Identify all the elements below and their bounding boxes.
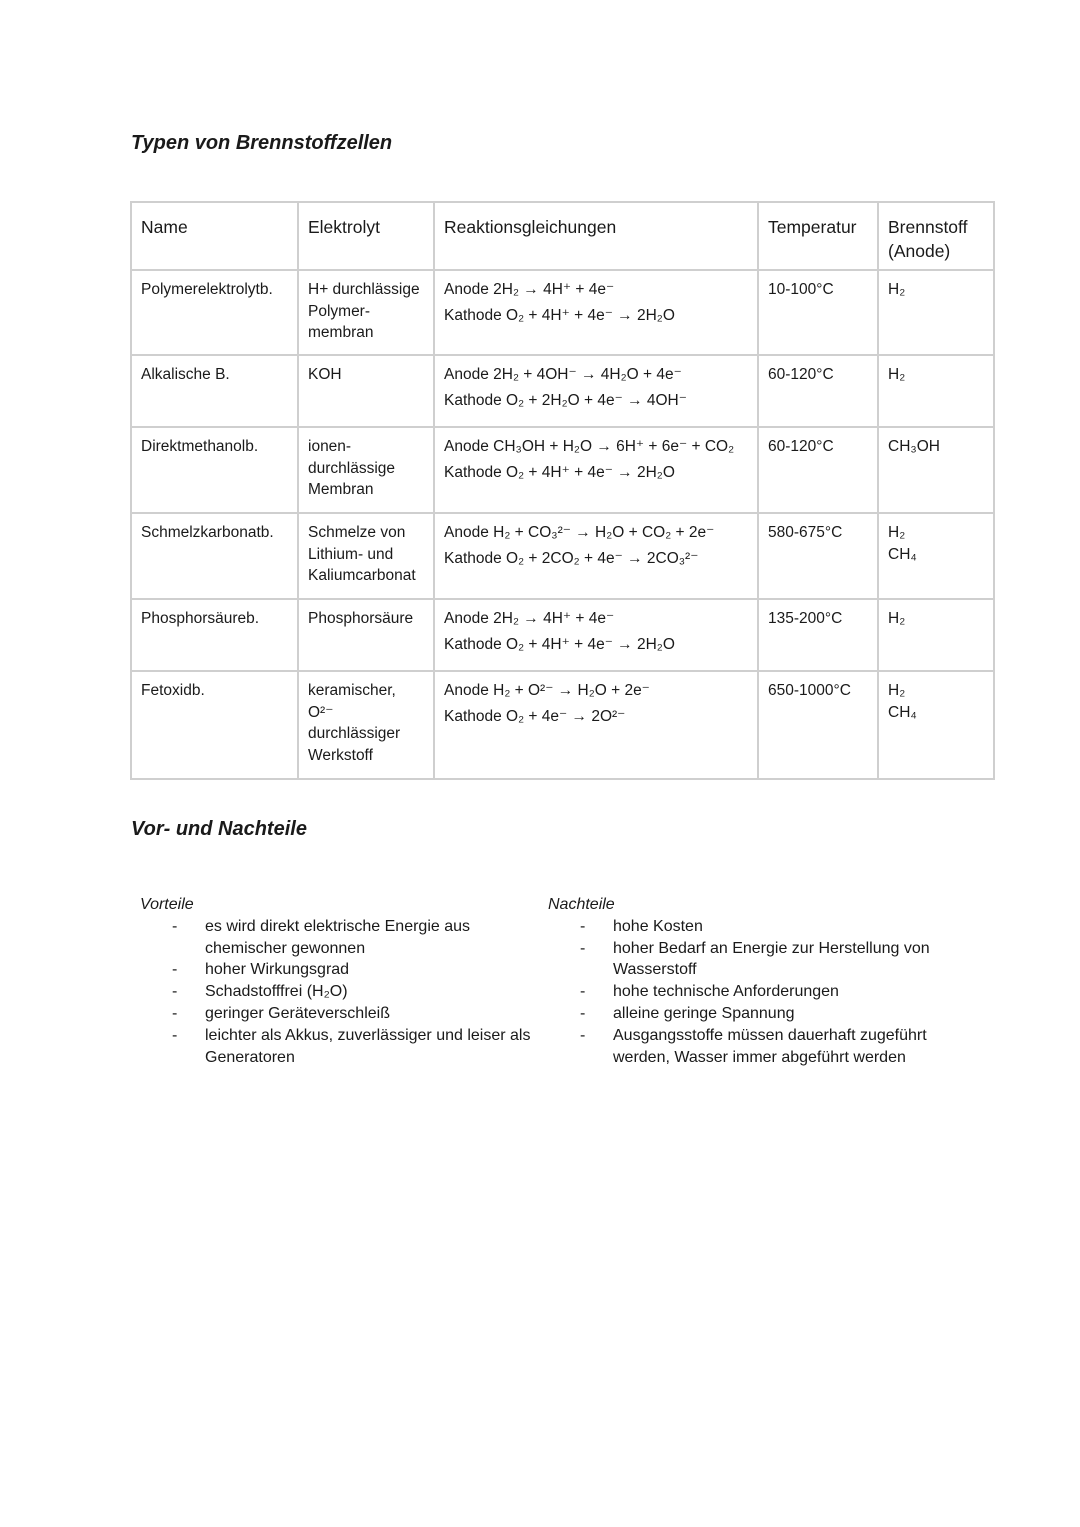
table-row [131, 427, 994, 513]
section-heading-pros-cons: Vor- und Nachteile [131, 818, 307, 840]
kathode-equation: Kathode O₂ + 4H⁺ + 4e⁻ → 2H₂O [444, 636, 675, 653]
column-header-name: Name [131, 202, 298, 270]
list-item: - Schadstofffrei (H₂O) [205, 981, 540, 1003]
nachteile-block [548, 894, 948, 1068]
column-header-reaktionsgleichungen: Reaktionsgleichungen [434, 202, 758, 270]
cell-name: Direktmethanolb. [131, 427, 298, 513]
column-header-temperatur: Temperatur [758, 202, 878, 270]
cell-name: Alkalische B. [131, 355, 298, 427]
kathode-equation: Kathode O₂ + 4e⁻ → 2O²⁻ [444, 708, 626, 725]
list-item: - alleine geringe Spannung [613, 1003, 948, 1025]
cell-temperatur: 60-120°C [758, 355, 878, 427]
cell-temperatur: 580-675°C [758, 513, 878, 599]
anode-equation: Anode 2H₂ → 4H⁺ + 4e⁻ [444, 281, 615, 298]
list-item: - geringer Geräteverschleiß [205, 1003, 540, 1025]
anode-equation: Anode H₂ + O²⁻ → H₂O + 2e⁻ [444, 682, 650, 699]
cell-name: Polymerelektrolytb. [131, 270, 298, 355]
table-header-row [131, 202, 994, 270]
table-row [131, 599, 994, 671]
kathode-equation: Kathode O₂ + 2CO₂ + 4e⁻ → 2CO₃²⁻ [444, 550, 699, 567]
list-item: - hohe technische Anforderungen [613, 981, 948, 1003]
list-item: - Ausgangsstoffe müssen dauerhaft zugeführt werden, Wasser immer abgeführt werden [613, 1025, 948, 1069]
cell-brennstoff: H₂ [878, 270, 994, 355]
cell-temperatur: 10-100°C [758, 270, 878, 355]
cell-reaction [434, 270, 758, 355]
cell-elektrolyt: Phosphorsäure [298, 599, 434, 671]
cell-elektrolyt: H+ durchlässige Polymer- membran [298, 270, 434, 355]
kathode-equation: Kathode O₂ + 4H⁺ + 4e⁻ → 2H₂O [444, 307, 675, 324]
cell-brennstoff: H₂ CH₄ [878, 671, 994, 779]
cell-name: Schmelzkarbonatb. [131, 513, 298, 599]
vorteile-title: Vorteile [140, 896, 194, 913]
vorteile-block [140, 894, 540, 1068]
cell-elektrolyt: keramischer, O²⁻ durchlässiger Werkstoff [298, 671, 434, 779]
list-item: - hoher Bedarf an Energie zur Herstellung von Wasserstoff [613, 938, 948, 982]
column-header-elektrolyt: Elektrolyt [298, 202, 434, 270]
cell-brennstoff: CH₃OH [878, 427, 994, 513]
list-item: - hoher Wirkungsgrad [205, 959, 540, 981]
cell-temperatur: 60-120°C [758, 427, 878, 513]
fuel-cell-table [130, 201, 995, 780]
anode-equation: Anode 2H₂ → 4H⁺ + 4e⁻ [444, 610, 615, 627]
table-row [131, 270, 994, 355]
vorteile-list [140, 916, 540, 1069]
nachteile-list [548, 916, 948, 1069]
cell-name: Fetoxidb. [131, 671, 298, 779]
table-row [131, 513, 994, 599]
nachteile-title: Nachteile [548, 896, 615, 913]
anode-equation: Anode CH₃OH + H₂O → 6H⁺ + 6e⁻ + CO₂ [444, 438, 735, 455]
cell-temperatur: 135-200°C [758, 599, 878, 671]
cell-name: Phosphorsäureb. [131, 599, 298, 671]
kathode-equation: Kathode O₂ + 4H⁺ + 4e⁻ → 2H₂O [444, 464, 675, 481]
table-row [131, 671, 994, 779]
anode-equation: Anode 2H₂ + 4OH⁻ → 4H₂O + 4e⁻ [444, 366, 682, 383]
cell-elektrolyt: KOH [298, 355, 434, 427]
section-heading-fuel-cell-types: Typen von Brennstoffzellen [131, 132, 393, 154]
cell-elektrolyt: ionen- durchlässige Membran [298, 427, 434, 513]
anode-equation: Anode H₂ + CO₃²⁻ → H₂O + CO₂ + 2e⁻ [444, 524, 715, 541]
list-item: - hohe Kosten [613, 916, 948, 938]
cell-reaction [434, 355, 758, 427]
cell-brennstoff: H₂ [878, 599, 994, 671]
cell-temperatur: 650-1000°C [758, 671, 878, 779]
list-item: - es wird direkt elektrische Energie aus chemischer gewonnen [205, 916, 540, 960]
cell-reaction [434, 671, 758, 779]
column-header-brennstoff: Brennstoff (Anode) [878, 202, 994, 270]
cell-brennstoff: H₂ CH₄ [878, 513, 994, 599]
cell-elektrolyt: Schmelze von Lithium- und Kaliumcarbonat [298, 513, 434, 599]
kathode-equation: Kathode O₂ + 2H₂O + 4e⁻ → 4OH⁻ [444, 392, 687, 409]
list-item: - leichter als Akkus, zuverlässiger und leiser als Generatoren [205, 1025, 540, 1069]
table-row [131, 355, 994, 427]
cell-reaction [434, 513, 758, 599]
cell-reaction [434, 599, 758, 671]
cell-reaction [434, 427, 758, 513]
cell-brennstoff: H₂ [878, 355, 994, 427]
